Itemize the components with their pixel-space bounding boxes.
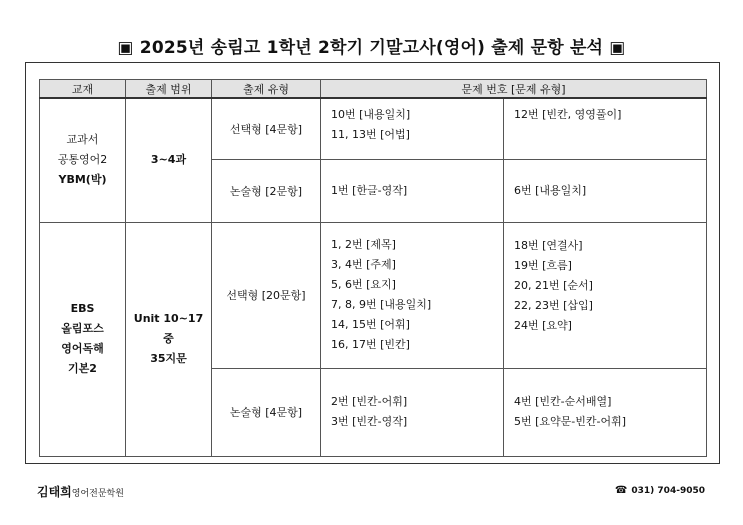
textbook-line: 영어독해 <box>61 342 104 355</box>
range-line: 중 <box>163 332 174 345</box>
range-line: 35지문 <box>150 352 187 365</box>
table-row <box>40 222 707 368</box>
textbook-line: 올림포스 <box>61 322 104 335</box>
page-title: ▣ 2025년 송림고 1학년 2학기 기말고사(영어) 출제 문항 분석 ▣ <box>117 38 626 58</box>
phone-icon: ☎ <box>614 485 628 496</box>
header-type: 출제 유형 <box>212 80 321 99</box>
questions-right-cell <box>504 368 707 456</box>
question-item: 11, 13번 [어법] <box>331 128 410 141</box>
range-line: 3~4과 <box>150 153 187 167</box>
question-item: 5번 [요약문-빈칸-어휘] <box>514 415 627 428</box>
phone-number: 031) 704-9050 <box>631 486 705 496</box>
question-item: 3, 4번 [주제] <box>331 258 396 271</box>
question-item: 16, 17번 [빈칸] <box>331 338 410 351</box>
textbook-line: EBS <box>70 302 95 315</box>
question-item: 18번 [연결사] <box>514 238 583 252</box>
question-item: 7, 8, 9번 [내용일치] <box>331 298 432 311</box>
range-line: Unit 10~17 <box>133 312 204 325</box>
question-item: 10번 [내용일치] <box>331 108 411 121</box>
questions-right-cell <box>504 222 707 368</box>
question-item: 3번 [빈칸-영작] <box>331 415 408 428</box>
question-item: 24번 [요약] <box>514 318 572 332</box>
type-cell <box>212 159 321 222</box>
header-textbook: 교재 <box>40 80 126 99</box>
type-label: 논술형 [2문항] <box>229 184 303 198</box>
exam-analysis-table <box>39 79 707 457</box>
questions-right-cell <box>504 98 707 159</box>
question-item: 1, 2번 [제목] <box>331 238 396 251</box>
type-label: 선택형 [20문항] <box>226 289 306 302</box>
question-item: 22, 23번 [삽입] <box>514 298 593 312</box>
question-item: 5, 6번 [요지] <box>331 278 396 291</box>
questions-left-cell <box>321 222 504 368</box>
question-item: 4번 [빈칸-순서배열] <box>514 395 612 408</box>
type-label: 논술형 [4문항] <box>229 406 303 419</box>
header-range: 출제 범위 <box>126 80 212 99</box>
logo-name: 김태희 <box>37 485 72 499</box>
type-cell <box>212 368 321 456</box>
question-item: 2번 [빈칸-어휘] <box>331 395 408 408</box>
question-item: 20, 21번 [순서] <box>514 278 593 292</box>
questions-left-cell <box>321 98 504 159</box>
logo-subtitle: 영어전문학원 <box>71 489 124 499</box>
type-cell <box>212 222 321 368</box>
range-cell <box>126 98 212 222</box>
footer-contact <box>615 485 705 496</box>
table-row <box>40 98 707 159</box>
questions-left-cell <box>321 159 504 222</box>
question-item: 19번 [흐름] <box>514 258 572 272</box>
header-question-numbers: 문제 번호 [문제 유형] <box>321 80 707 99</box>
textbook-cell <box>40 222 126 456</box>
type-label: 선택형 [4문항] <box>229 122 303 136</box>
question-item: 1번 [한글-영작] <box>331 183 408 197</box>
textbook-line: 공통영어2 <box>57 153 108 167</box>
questions-right-cell <box>504 159 707 222</box>
table-header-row <box>40 80 707 99</box>
textbook-line: 교과서 <box>66 133 99 147</box>
type-cell <box>212 98 321 159</box>
question-item: 6번 [내용일치] <box>514 183 587 197</box>
academy-logo <box>37 483 124 500</box>
textbook-line: YBM(박) <box>58 173 107 187</box>
question-item: 14, 15번 [어휘] <box>331 318 410 331</box>
questions-left-cell <box>321 368 504 456</box>
range-cell <box>126 222 212 456</box>
textbook-line: 기본2 <box>68 362 97 375</box>
textbook-cell <box>40 98 126 222</box>
question-item: 12번 [빈칸, 영영풀이] <box>514 108 622 121</box>
